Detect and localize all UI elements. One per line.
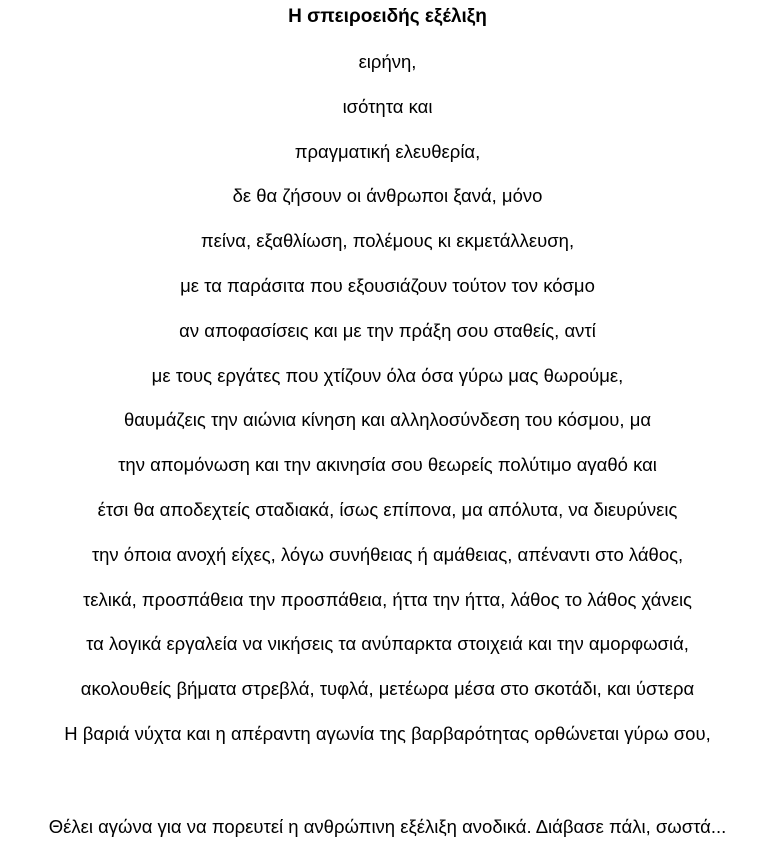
poem-body bbox=[0, 49, 775, 766]
poem-title: Η σπειροειδής εξέλιξη bbox=[288, 6, 487, 27]
poem-line: πείνα, εξαθλίωση, πολέμους κι εκμετάλλευση, bbox=[200, 230, 575, 252]
poem-line: ειρήνη, bbox=[358, 51, 417, 72]
poem-line: δε θα ζήσουν οι άνθρωποι ξανά, μόνο bbox=[232, 185, 543, 207]
poem-line: έτσι θα αποδεχτείς σταδιακά, ίσως επίπονα, μα απόλυτα, να διευρύνεις bbox=[97, 498, 678, 520]
poem-line: με τα παράσιτα που εξουσιάζουν τούτον τον κόσμο bbox=[180, 274, 595, 296]
poem-line: ακολουθείς βήματα στρεβλά, τυφλά, μετέωρα μέσα στο σκοτάδι, και ύστερα bbox=[80, 678, 695, 700]
closing-line: Θέλει αγώνα για να πορευτεί η ανθρώπινη εξέλιξη ανοδικά. Διάβασε πάλι, σωστά... bbox=[48, 816, 727, 837]
poem-line: τα λογικά εργαλεία να νικήσεις τα ανύπαρκτα στοιχειά και την αμορφωσιά, bbox=[86, 633, 689, 655]
poem-line: τελικά, προσπάθεια την προσπάθεια, ήττα την ήττα, λάθος το λάθος χάνεις bbox=[83, 588, 692, 610]
poem-line: θαυμάζεις την αιώνια κίνηση και αλληλοσύνδεση του κόσμου, μα bbox=[123, 409, 652, 431]
poem-line: πραγματική ελευθερία, bbox=[294, 140, 481, 162]
poem-line: την όποια ανοχή είχες, λόγω συνήθειας ή αμάθειας, απέναντι στο λάθος, bbox=[91, 543, 684, 565]
poem-line: αν αποφασίσεις και με την πράξη σου σταθείς, αντί bbox=[179, 319, 596, 341]
poem-line: Η βαριά νύχτα και η απέραντη αγωνία της βαρβαρότητας ορθώνεται γύρω σου, bbox=[64, 722, 711, 744]
poem-line: την απομόνωση και την ακινησία σου θεωρείς πολύτιμο αγαθό και bbox=[118, 454, 657, 476]
poem-line: με τους εργάτες που χτίζουν όλα όσα γύρω μας θωρούμε, bbox=[151, 364, 624, 386]
poem-line: ισότητα και bbox=[342, 95, 433, 117]
